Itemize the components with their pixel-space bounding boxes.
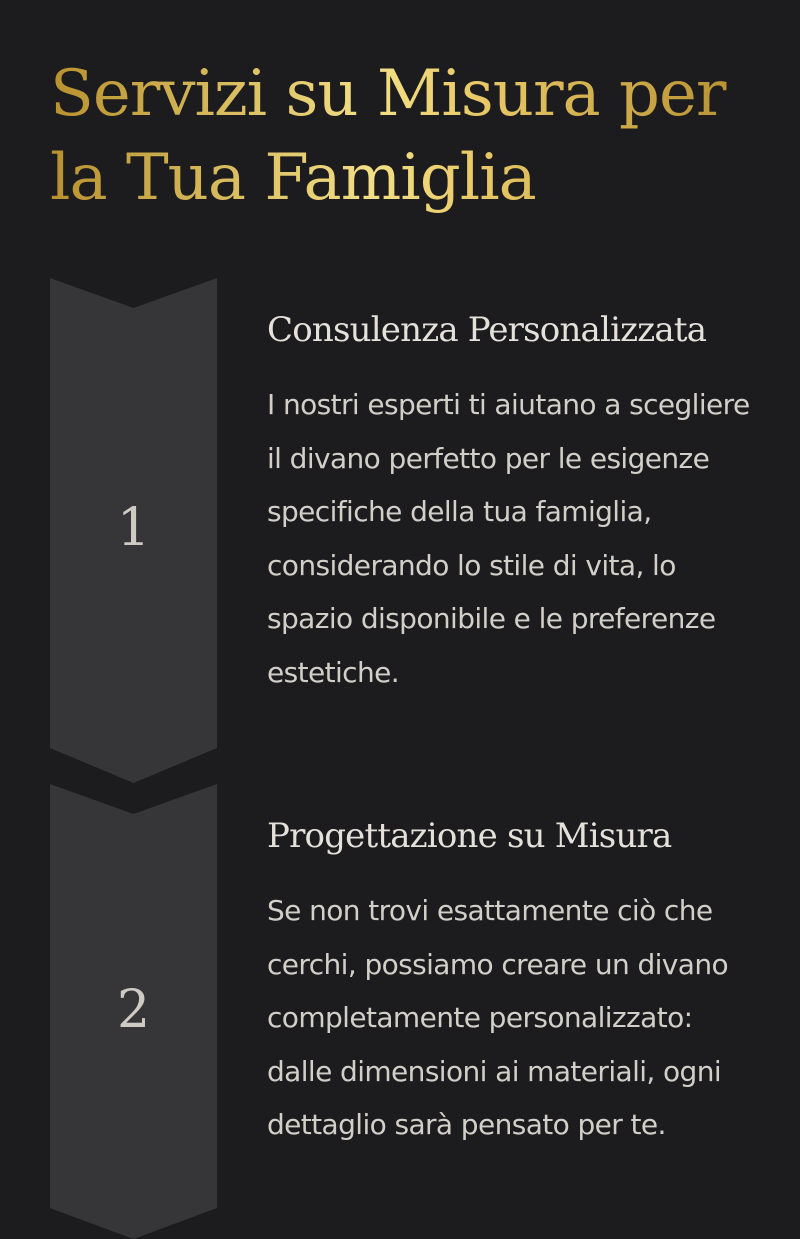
step-number: 1 <box>116 498 151 558</box>
step-description: Se non trovi esattamente ciò che cerchi, possiamo creare un divano completamente personalizzato: dalle dimensioni ai materiali, ogni dettaglio sarà pensato per te. <box>267 894 729 1141</box>
step-number: 2 <box>116 980 151 1040</box>
section-title: Servizi su Misura per la Tua Famiglia <box>50 52 770 220</box>
service-step-progettazione <box>0 784 800 1239</box>
service-step-consulenza <box>0 278 800 784</box>
step-description: I nostri esperti ti aiutano a scegliere il divano perfetto per le esigenze specifiche della tua famiglia, considerando lo stile di vita, lo spazio disponibile e le preferenze estetiche. <box>267 388 750 689</box>
step-title: Consulenza Personalizzata <box>267 310 707 350</box>
step-title: Progettazione su Misura <box>267 816 672 856</box>
